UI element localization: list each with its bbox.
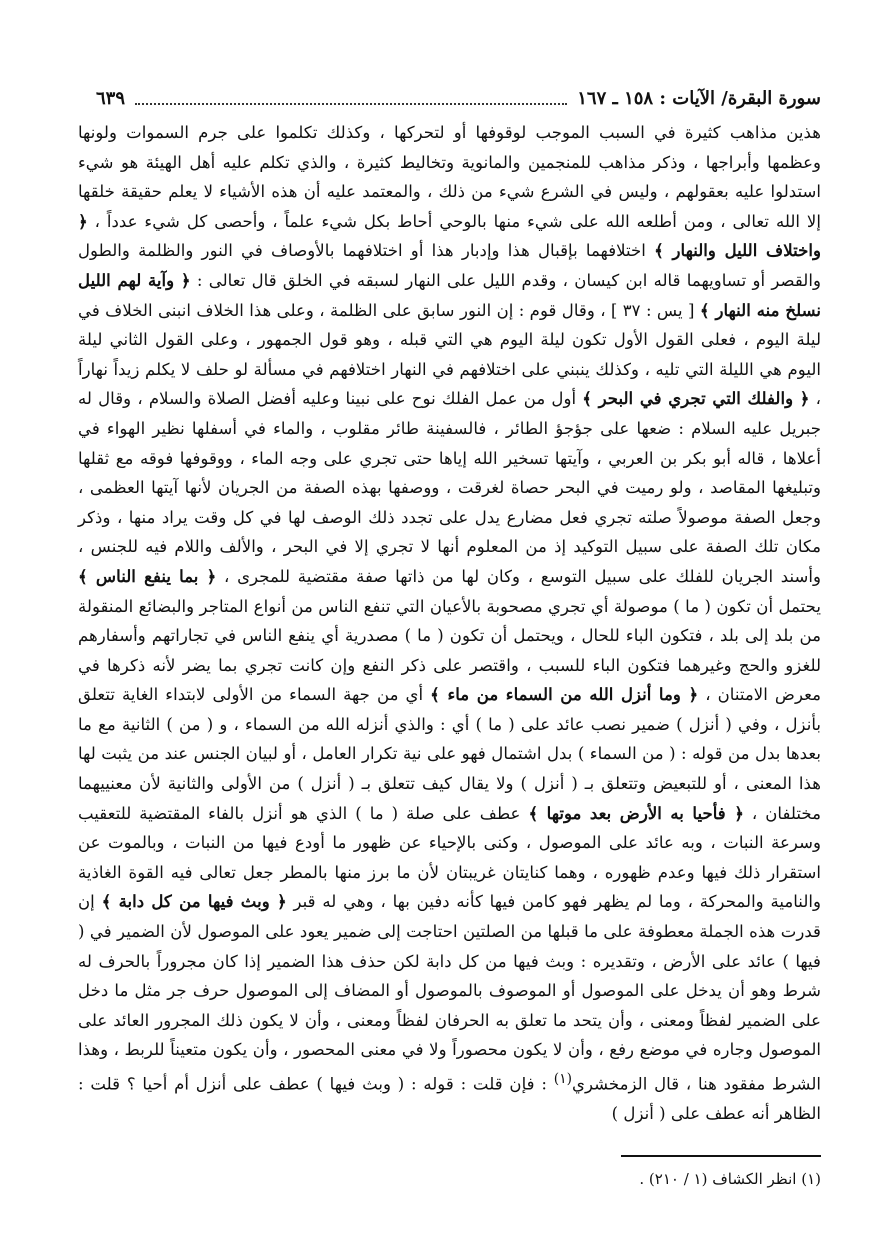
quran-quote: ﴿ وبث فيها من كل دابة ﴾ xyxy=(101,891,287,912)
page-header xyxy=(96,82,821,114)
text-run: إن قدرت هذه الجملة معطوفة على ما قبلها من الصلتين احتاجت إلى ضمير يعود على الموصول لأن الضمير في ( فيها ) عائد على الأرض ، وتقديره : وبث فيها من كل دابة لكن حذف هذا الضمير إذا كان مجروراً بالحرف له شرط وهو أن يدخل على الموصول أو الموصوف بالموصول أو المضاف إلى الموصول حرف جر مثل ما دخل على الضمير لفظاً ومعنى ، وأن يتحد ما تعلق به الحرفان لفظاً ومعنى ، وأن لا يكون ذلك المجرور العائد على الموصول وجاره في موضع رفع ، وأن لا يكون محصوراً ولا في معنى المحصور ، وأن يكون متعيناً للربط ، وهذا الشرط مفقود هنا ، قال الزمخشري xyxy=(78,892,821,1094)
text-run: أي من جهة السماء من الأولى لابتداء الغاية تتعلق بأنزل ، وفي ( أنزل ) ضمير نصب عائد على ( ما ) أي : والذي أنزله الله من السماء ، و ( من ) الثانية مع ما بعدها بدل من قوله : ( من السماء ) بدل اشتمال فهو على نية تكرار العامل ، أو لبيان الجنس عند من يثبت لها هذا المعنى ، أو للتبعيض وتتعلق بـ ( أنزل ) ولا يقال كيف تتعلق بـ ( أنزل ) من الأولى والثانية لأن معنييهما مختلفان ، xyxy=(78,685,821,823)
footnote-separator xyxy=(621,1155,821,1157)
quran-quote: ﴿ بما ينفع الناس ﴾ xyxy=(78,565,217,586)
text-run: يحتمل أن تكون ( ما ) موصولة أي تجري مصحوبة بالأعيان التي تنفع الناس من أنواع المتاجر والبضائع المنقولة من بلد إلى بلد ، فتكون الباء للحال ، ويحتمل أن تكون ( ما ) مصدرية أي ينفع الناس في تجاراتهم وأسفارهم للغزو والحج وغيرهما فتكون الباء للسبب ، واقتصر على ذكر النفع وإن كانت تجري بما يضر لأنه ذكرها في معرض الامتنان ، xyxy=(78,596,821,705)
text-run: عطف على صلة ( ما ) الذي هو أنزل بالفاء المقتضية للتعقيب وسرعة النبات ، وبه عائد على الموصول ، وكنى بالإحياء عن ظهور ما أودع فيها من النبات ، وبالموت عن استقرار ذلك فيها وعدم ظهوره ، وهما كنايتان غريبتان لأن ما برز منها بالمطر جعل تعالى فيه القوة الغاذية والنامية والمحركة ، وما لم يظهر فهو كامن فيها كأنه دفين بها ، وهي له قبر xyxy=(78,803,821,912)
text-run: : فإن قلت : قوله : ( وبث فيها ) عطف على أنزل أم أحيا ؟ قلت : الظاهر أنه عطف على ( أنزل ) xyxy=(78,1074,821,1124)
body-text xyxy=(78,118,821,1129)
quran-quote: ﴿ فأحيا به الأرض بعد موتها ﴾ xyxy=(528,802,744,823)
page-number: ٦٣٩ xyxy=(96,87,126,109)
quran-quote: ﴿ والفلك التي تجري في البحر ﴾ xyxy=(582,388,810,409)
running-title: سورة البقرة/ الآيات : ١٥٨ ـ ١٦٧ xyxy=(577,87,821,109)
footnote-marker: (١) xyxy=(553,1071,572,1087)
quran-quote: ﴿ وما أنزل الله من السماء من ماء ﴾ xyxy=(430,684,699,705)
text-run: أول من عمل الفلك نوح على نبينا وعليه أفضل الصلاة والسلام ، وقال له جبريل عليه السلام : ضعها على جؤجؤ الطائر ، فالسفينة طائر مقلوب ، والماء في أسفلها نظير الهواء في أعلاها ، قاله أبو بكر بن العربي ، وآيتها تسخير الله إياها حتى تجري على وجه الماء ، ووقوفها فوقه مع ثقلها وتبليغها المقاصد ، ولو رميت في البحر حصاة لغرقت ، ووصفها بهذه الصفة من الجريان لأنها آيتها العظمى ، وجعل الصفة موصولاً صلته تجري فعل مضارع يدل على تجدد ذلك الوصف لها في كل وقت يراد منها ، وذكر مكان تلك الصفة على سبيل التوكيد إذ من المعلوم أنها لا تجري إلا في البحر ، والألف واللام فيه للجنس ، وأسند الجريان للفلك على سبيل التوسع ، وكان لها من ذاتها صفة مقتضية للمجرى ، xyxy=(78,389,821,586)
paragraph xyxy=(78,118,821,1129)
quran-quote: ﴿ وآية لهم الليل نسلخ منه النهار ﴾ xyxy=(78,269,821,320)
footnote: (١) انظر الكشاف (١ / ٢١٠) . xyxy=(639,1170,821,1188)
leader-dots xyxy=(135,103,567,105)
text-run: [ يس : ٣٧ ] ، وقال قوم : إن النور سابق على الظلمة ، وعلى هذا الخلاف انبنى الخلاف في ليلة اليوم ، فعلى القول الأول تكون ليلة اليوم هي التي قبله ، وهو قول الجمهور ، وعلى القول الثاني ليلة اليوم هي الليلة التي تليه ، وكذلك ينبني على اختلافهم في النهار اختلافهم في مسألة لو حلف لا يكلم زيداً نهاراً ، xyxy=(78,300,821,409)
text-run: هذين مذاهب كثيرة في السبب الموجب لوقوفها أو لتحركها ، وكذلك تكلموا على جرم السموات ولونها وعظمها وأبراجها ، وذكر مذاهب للمنجمين والمانوية وتخاليط كثيرة ، والذي تكلم عليه أهل الهيئة هو شيء استدلوا عليه بعقولهم ، وليس في الشرع شيء من ذلك ، والمعتمد عليه أن هذه الأشياء لا يعلم حقيقة خلقها إلا الله تعالى ، ومن أطلعه الله على شيء منها بالوحي أحاط بكل شيء علماً ، وأحصى كل شيء عدداً ، xyxy=(78,123,821,231)
text-run: اختلافهما بإقبال هذا وإدبار هذا أو اختلافهما بالأوصاف في النور والظلمة والطول والقصر أو تساويهما قاله ابن كيسان ، وقدم الليل على النهار لسبقه في الخلق قال تعالى : xyxy=(78,241,821,290)
quran-quote: ﴿ واختلاف الليل والنهار ﴾ xyxy=(78,210,821,261)
